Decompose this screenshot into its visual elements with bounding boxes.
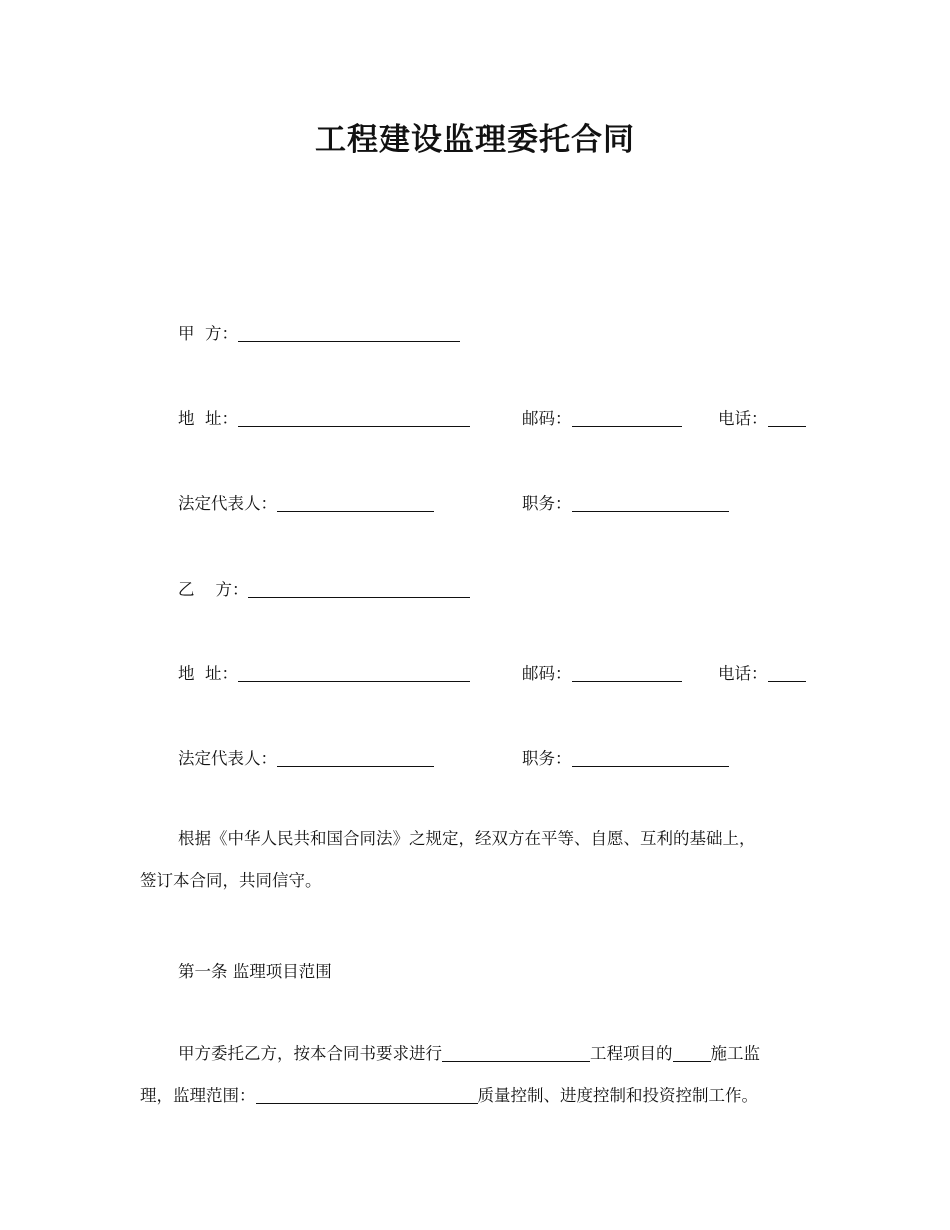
party-a-rep-label: 法定代表人：: [178, 494, 277, 513]
party-a-postcode-row: [522, 405, 682, 429]
scope-blank[interactable]: [256, 1086, 478, 1104]
party-a-postcode-label: 邮码：: [522, 409, 572, 428]
preamble-paragraph: [140, 818, 830, 902]
party-a-phone-label: 电话：: [718, 409, 768, 428]
article-1-line-1: [140, 1033, 830, 1075]
party-a-row: [178, 320, 460, 344]
contract-title: 工程建设监理委托合同: [315, 122, 635, 158]
party-b-row: [178, 576, 470, 600]
party-a-postcode-blank[interactable]: [572, 409, 682, 427]
party-b-label: 乙 方：: [178, 580, 249, 599]
party-b-address-label: 地 址：: [178, 664, 238, 683]
party-a-rep-row: [178, 490, 434, 514]
party-a-position-label: 职务：: [522, 494, 572, 513]
party-b-address-blank[interactable]: [238, 664, 470, 682]
party-b-address-row: [178, 660, 470, 684]
article-1-text-b: 工程项目的: [590, 1044, 673, 1063]
article-1-paragraph: [140, 1033, 830, 1117]
article-1-heading: 第一条 监理项目范围: [178, 962, 332, 981]
article-1-text-d: 理，监理范围：: [140, 1086, 256, 1105]
party-a-phone-row: [718, 405, 806, 429]
party-b-postcode-label: 邮码：: [522, 664, 572, 683]
party-b-rep-label: 法定代表人：: [178, 749, 277, 768]
party-a-address-row: [178, 405, 470, 429]
party-b-position-label: 职务：: [522, 749, 572, 768]
party-b-phone-row: [718, 660, 806, 684]
preamble-line-1: 根据《中华人民共和国合同法》之规定，经双方在平等、自愿、互利的基础上，: [178, 829, 756, 848]
party-b-position-blank[interactable]: [572, 749, 729, 767]
party-a-phone-blank[interactable]: [768, 409, 806, 427]
party-a-address-label: 地 址：: [178, 409, 238, 428]
party-b-postcode-row: [522, 660, 682, 684]
article-1-line-2: [140, 1075, 830, 1117]
party-a-label: 甲 方：: [178, 324, 238, 343]
party-b-blank[interactable]: [248, 580, 470, 598]
stage-blank[interactable]: [673, 1044, 711, 1062]
party-b-phone-label: 电话：: [718, 664, 768, 683]
party-b-postcode-blank[interactable]: [572, 664, 682, 682]
article-1-text-c: 施工监: [710, 1044, 760, 1063]
project-name-blank[interactable]: [442, 1044, 590, 1062]
party-b-rep-blank[interactable]: [277, 749, 434, 767]
party-b-rep-row: [178, 745, 434, 769]
article-1-text-a: 甲方委托乙方，按本合同书要求进行: [178, 1044, 442, 1063]
party-a-blank[interactable]: [238, 324, 460, 342]
party-a-rep-blank[interactable]: [277, 494, 434, 512]
preamble-line-2: 签订本合同，共同信守。: [140, 871, 322, 890]
party-a-address-blank[interactable]: [238, 409, 470, 427]
party-b-phone-blank[interactable]: [768, 664, 806, 682]
party-a-position-blank[interactable]: [572, 494, 729, 512]
article-1-text-e: 质量控制、进度控制和投资控制工作。: [477, 1086, 758, 1105]
party-b-position-row: [522, 745, 729, 769]
party-a-position-row: [522, 490, 729, 514]
